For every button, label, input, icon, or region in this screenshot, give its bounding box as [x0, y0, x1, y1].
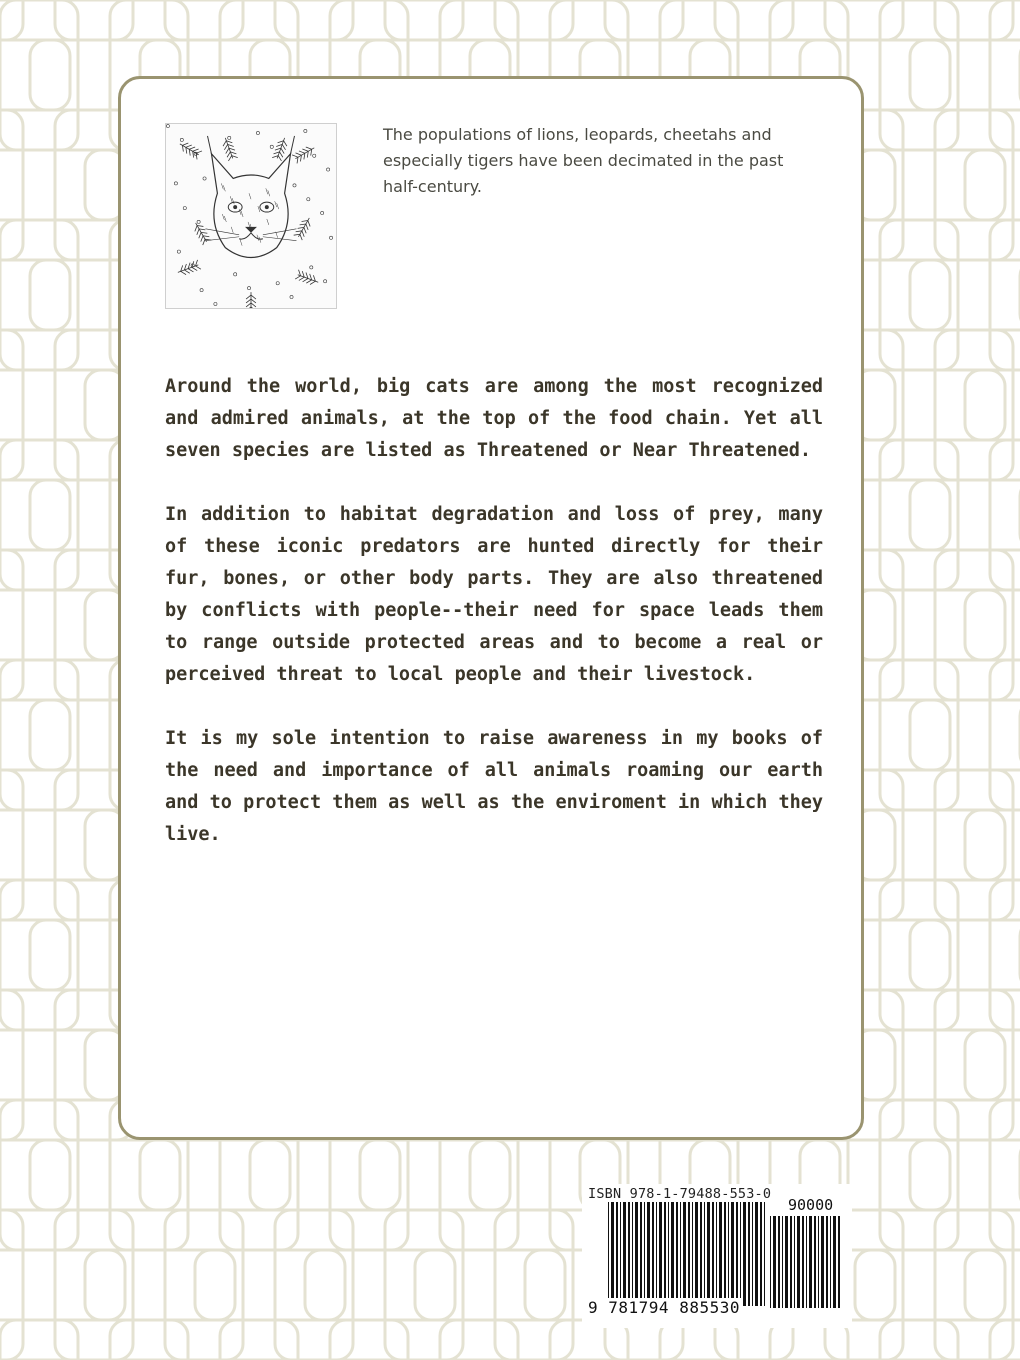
intro-text: The populations of lions, leopards, cheetahs and especially tigers have been decimated in the past half-century.: [383, 125, 784, 196]
lynx-illustration-icon: [165, 123, 337, 309]
back-cover-panel: [118, 76, 864, 1140]
body-copy: [165, 371, 823, 883]
price-code: 90000: [788, 1196, 834, 1214]
isbn-label: ISBN 978-1-79488-553-0: [588, 1186, 772, 1202]
barcode-digits: 9 781794 885530: [588, 1298, 740, 1317]
paragraph: Around the world, big cats are among the most recognized and admired animals, at the top of the food chain. Yet all seven species are listed as Threatened or Near Threatened.: [165, 376, 823, 461]
paragraph: It is my sole intention to raise awareness in my books of the need and importance of all animals roaming our earth and to protect them as well as the enviroment in which they live.: [165, 728, 823, 845]
paragraph: In addition to habitat degradation and loss of prey, many of these iconic predators are hunted directly for their fur, bones, or other body parts. They are also threatened by conflicts with people--their need for space leads them to range outside protected areas and to become a real or perceived threat to local people and their livestock.: [165, 504, 823, 685]
addon-barcode-bars: [770, 1216, 842, 1314]
isbn-barcode: [582, 1184, 852, 1328]
